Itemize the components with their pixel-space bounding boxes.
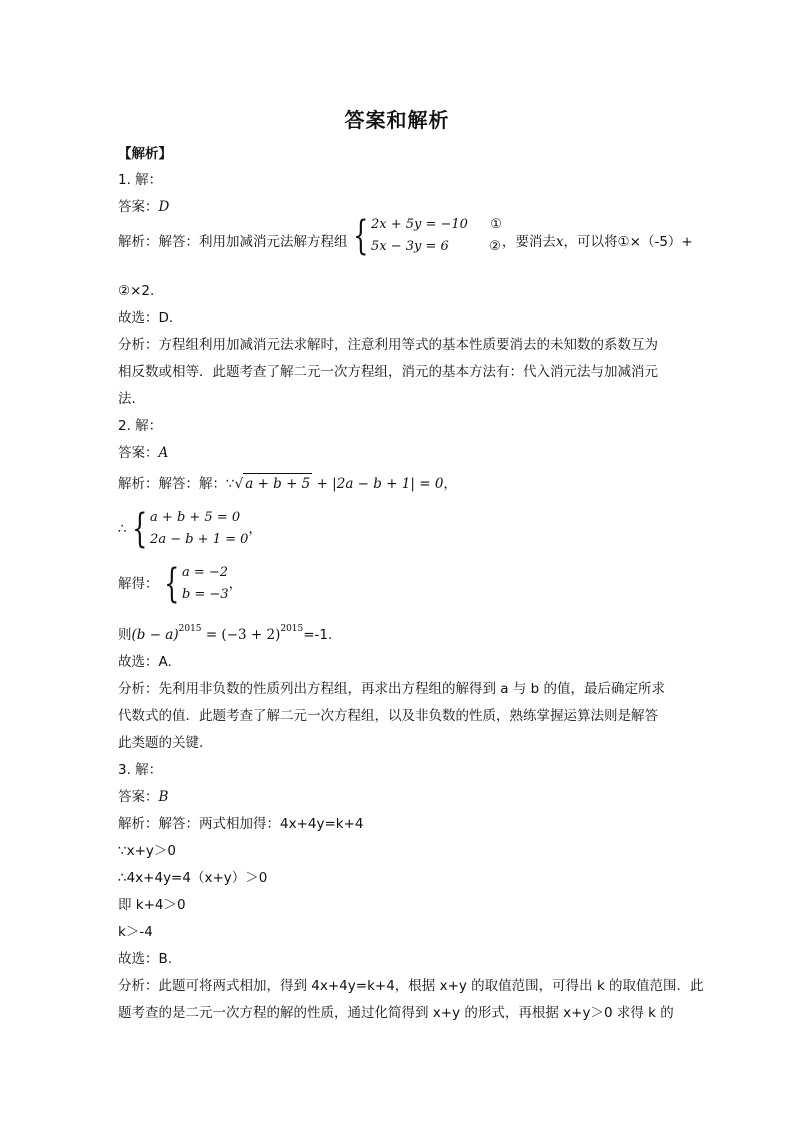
q3-answer xyxy=(118,787,168,807)
q2-analysis xyxy=(118,473,457,494)
sqrt-icon: √ xyxy=(234,476,244,492)
q1-eq2: 5x − 3y = 6 xyxy=(370,239,449,254)
q2-analysis-prefix: 解析：解答：解：∵ xyxy=(118,476,235,492)
brace-icon: { xyxy=(352,213,368,259)
q2-then-result: =-1. xyxy=(303,627,333,643)
q3-choose: 故选：B. xyxy=(118,951,173,967)
q1-suffix-b: ，可以将①×（-5）+ xyxy=(563,234,693,250)
q1-eq1-row xyxy=(371,214,502,236)
q2-head: 2. 解： xyxy=(118,418,163,434)
q1-analysis-prefix: 解析：解答：利用加减消元法解方程组 xyxy=(118,234,348,250)
q1-analysis-cont: ②×2. xyxy=(118,283,155,299)
q2-answer-label: 答案： xyxy=(118,445,159,461)
q2-fenxi-2: 代数式的值．此题考查了解二元一次方程组，以及非负数的性质，熟练掌握运算法则是解答 xyxy=(118,708,658,724)
q3-line-2: ∵x+y＞0 xyxy=(118,843,176,859)
q1-fenxi-2: 相反数或相等．此题考查了解二元一次方程组，消元的基本方法有：代入消元法与加减消元 xyxy=(118,364,658,380)
q3-line-5: k＞-4 xyxy=(118,924,153,940)
q1-answer-label: 答案： xyxy=(118,199,159,215)
q1-head: 1. 解： xyxy=(118,172,163,188)
q2-then-base: (b − a) xyxy=(131,627,179,643)
q2-sys1 xyxy=(127,507,249,551)
section-label: 【解析】 xyxy=(118,146,172,162)
q1-var-x: x xyxy=(555,234,564,250)
q2-abs-part: + |2a − b + 1| = 0 xyxy=(312,476,444,492)
q2-fenxi-1: 分析：先利用非负数的性质列出方程组，再求出方程组的解得到 a 与 b 的值，最后确定所求 xyxy=(118,681,666,697)
q1-equation-system xyxy=(348,214,502,258)
q2-radicand: a + b + 5 xyxy=(243,473,312,494)
q2-sqrt xyxy=(235,473,313,494)
q2-choose: 故选：A. xyxy=(118,654,172,670)
q1-answer xyxy=(118,197,169,217)
q1-choose: 故选：D. xyxy=(118,310,174,326)
q2-sys1-r1: a + b + 5 = 0 xyxy=(150,510,241,525)
q2-fenxi-3: 此类题的关键. xyxy=(118,735,204,751)
q2-therefore: ∴ xyxy=(118,521,127,537)
q2-sys1-end: ， xyxy=(248,521,262,537)
q2-analysis-end: ， xyxy=(443,476,457,492)
q2-sys2 xyxy=(159,562,229,606)
q2-answer xyxy=(118,443,168,463)
q2-then-exp-2: 2015 xyxy=(280,624,304,634)
q2-sys1-r2: 2a − b + 1 = 0 xyxy=(150,532,249,547)
brace-icon: { xyxy=(131,506,147,552)
q3-line-1: 解析：解答：两式相加得：4x+4y=k+4 xyxy=(118,816,364,832)
q2-sys2-end: ， xyxy=(228,576,243,592)
q3-head: 3. 解： xyxy=(118,762,163,778)
q2-sys2-r1: a = −2 xyxy=(181,565,229,580)
q3-answer-label: 答案： xyxy=(118,789,159,805)
q1-eq2-mark: ② xyxy=(489,239,501,254)
q2-then-prefix: 则 xyxy=(118,627,132,643)
q3-fenxi-2: 题考查的是二元一次方程的解的性质，通过化简得到 x+y 的形式，再根据 x+y＞0 求得 k 的 xyxy=(118,1005,674,1021)
q2-sys2-r2: b = −3 xyxy=(181,587,229,602)
q3-fenxi-1: 分析：此题可将两式相加，得到 4x+4y=k+4，根据 x+y 的取值范围，可得出 k 的取值范围．此 xyxy=(118,978,704,994)
q1-fenxi-3: 法. xyxy=(118,391,136,407)
q2-system-2 xyxy=(118,562,242,606)
q3-line-3: ∴4x+4y=4（x+y）＞0 xyxy=(118,870,268,886)
q1-suffix-a: ，要消去 xyxy=(501,234,556,250)
q2-answer-value: A xyxy=(158,445,169,461)
q1-fenxi-1: 分析：方程组利用加减消元法求解时，注意利用等式的基本性质要消去的未知数的系数互为 xyxy=(118,337,658,353)
page-title: 答案和解析 xyxy=(344,108,450,132)
q1-analysis xyxy=(118,213,693,259)
q2-system-1 xyxy=(118,507,262,551)
q2-then-eq: = (−3 + 2) xyxy=(201,627,281,643)
q2-jiede: 解得： xyxy=(118,576,159,592)
q3-answer-value: B xyxy=(158,789,169,805)
q1-eq1: 2x + 5y = −10 xyxy=(370,217,468,232)
q3-line-4: 即 k+4＞0 xyxy=(118,897,186,913)
q2-then xyxy=(118,619,332,645)
q1-answer-value: D xyxy=(158,199,170,215)
q1-eq2-row xyxy=(371,236,502,258)
q2-then-exp-1: 2015 xyxy=(178,624,202,634)
q1-eq1-mark: ① xyxy=(490,217,502,232)
brace-icon: { xyxy=(163,561,179,607)
